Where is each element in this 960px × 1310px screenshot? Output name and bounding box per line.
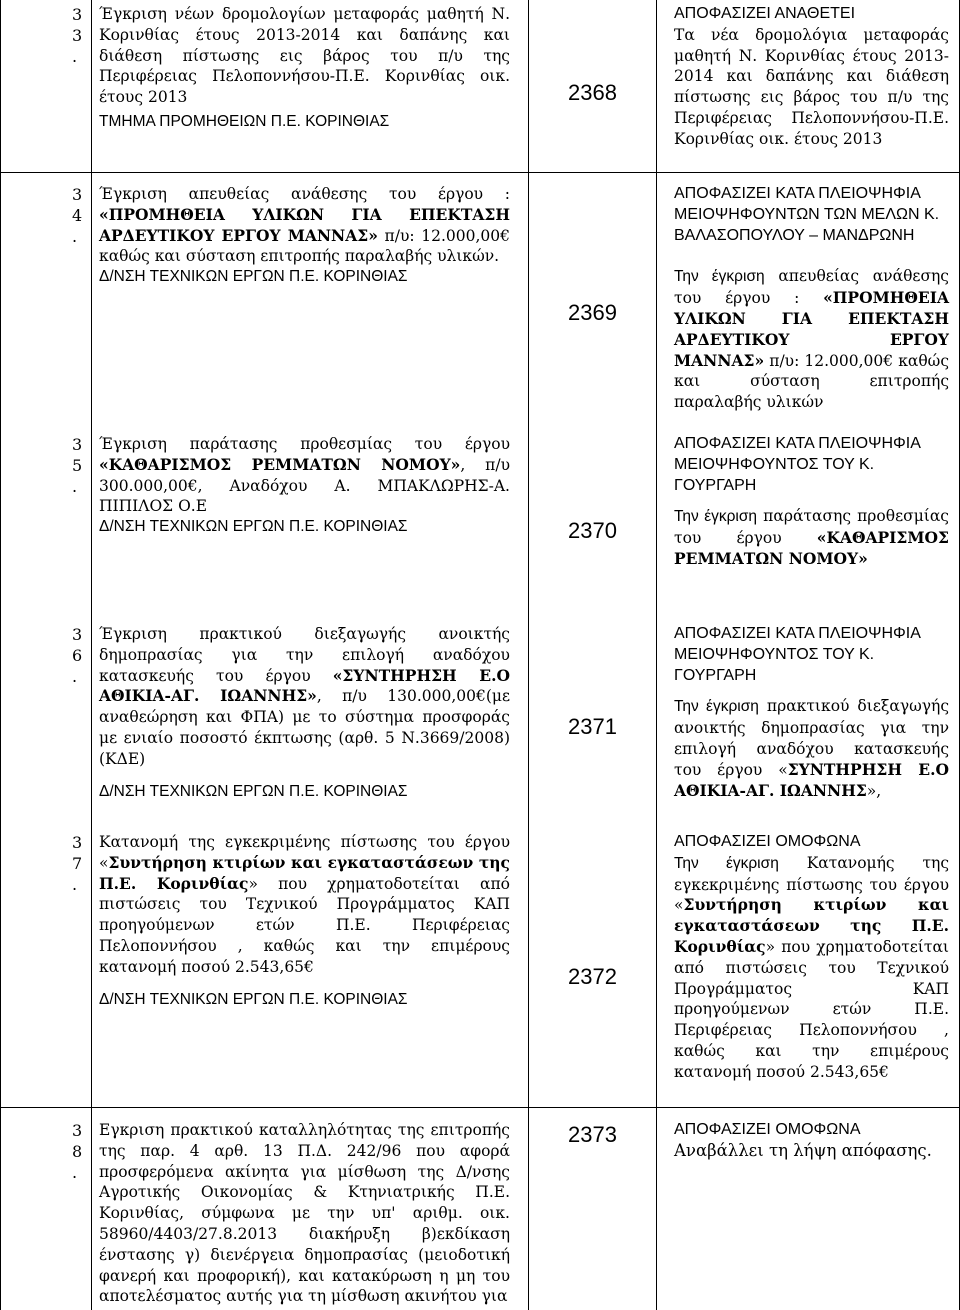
subject-cell: [99, 4, 510, 133]
subject-cell: [99, 1120, 510, 1307]
department-label: Δ/ΝΣΗ ΤΕΧΝΙΚΩΝ ΕΡΓΩΝ Π.Ε. ΚΟΡΙΝΘΙΑΣ: [99, 268, 408, 286]
item-number: 3 7 .: [72, 833, 83, 894]
table-border-left: [0, 0, 1, 1310]
department-label: Δ/ΝΣΗ ΤΕΧΝΙΚΩΝ ΕΡΓΩΝ Π.Ε. ΚΟΡΙΝΘΙΑΣ: [99, 518, 408, 536]
item-number: 3 5 .: [72, 435, 83, 496]
department-label: Δ/ΝΣΗ ΤΕΧΝΙΚΩΝ ΕΡΓΩΝ Π.Ε. ΚΟΡΙΝΘΙΑΣ: [99, 990, 408, 1008]
department-label: Δ/ΝΣΗ ΤΕΧΝΙΚΩΝ ΕΡΓΩΝ Π.Ε. ΚΟΡΙΝΘΙΑΣ: [99, 782, 408, 800]
decision-heading: ΑΠΟΦΑΣΙΖΕΙ ΟΜΟΦΩΝΑ: [674, 833, 861, 850]
row-divider: [0, 1107, 960, 1108]
item-number: 3 3 .: [72, 5, 83, 66]
item-number: 3 6 .: [72, 625, 83, 686]
subject-text: Έγκριση απευθείας ανάθεσης του έργου : «ΠΡΟΜΗΘΕΙΑ ΥΛΙΚΩΝ ΓΙΑ ΕΠΕΚΤΑΣΗ ΑΡΔΕΥΤΙΚΟΥ ΕΡΓΟΥ ΜΑΝΝΑΣ» π/υ: 12.000,00€ καθώς και σύσταση επιτροπής παραλαβής υλικών.: [99, 185, 510, 266]
item-number: 3 8 .: [72, 1121, 83, 1182]
decision-number: 2368: [568, 80, 617, 105]
decision-text: Την έγκριση παράτασης προθεσμίας του έργου «ΚΑΘΑΡΙΣΜΟΣ ΡΕΜΜΑΤΩΝ ΝΟΜΟΥ»: [674, 507, 949, 568]
subject-cell: [99, 832, 510, 1010]
decision-heading: ΑΠΟΦΑΣΙΖΕΙ ΚΑΤΑ ΠΛΕΙΟΨΗΦΙΑ ΜΕΙΟΨΗΦΟΥΝΤΟΣ ΤΟΥ Κ. ΓΟΥΡΓΑΡΗ: [674, 625, 921, 684]
decision-number: 2372: [568, 964, 617, 989]
decision-cell: [674, 832, 949, 1083]
column-divider: [656, 0, 657, 1310]
decision-cell: [674, 1120, 949, 1162]
decision-cell: [674, 624, 949, 801]
decision-number: 2369: [568, 300, 617, 325]
decision-heading: ΑΠΟΦΑΣΙΖΕΙ ΚΑΤΑ ΠΛΕΙΟΨΗΦΙΑ ΜΕΙΟΨΗΦΟΥΝΤΩΝ ΤΩΝ ΜΕΛΩΝ Κ. ΒΑΛΑΣΟΠΟΥΛΟΥ – ΜΑΝΔΡΩΝΗ: [674, 185, 940, 244]
subject-text: Έγκριση πρακτικού διεξαγωγής ανοικτής δημοπρασίας για την επιλογή αναδόχου κατασκευής του έργου «ΣΥΝΤΗΡΗΣΗ Ε.Ο ΑΘΙΚΙΑ-ΑΓ. ΙΩΑΝΝΗΣ», π/υ 130.000,00€(με αναθεώρηση και ΦΠΑ) με το σύστημα προσφοράς με ενιαίο ποσοστό έκπτωσης (αρθ. 5 Ν.3669/2008)(ΚΔΕ): [99, 625, 511, 768]
subject-cell: [99, 434, 510, 538]
subject-text: Έγκριση νέων δρομολογίων μεταφοράς μαθητή Ν. Κορινθίας έτους 2013-2014 και δαπάνης και διάθεση πίστωσης εις βάρος του π/υ της Περιφέρειας Πελοποννήσου-Π.Ε. Κορινθίας οικ. έτους 2013: [99, 5, 510, 107]
decision-cell: [674, 434, 949, 570]
decision-heading: ΑΠΟΦΑΣΙΖΕΙ ΑΝΑΘΕΤΕΙ: [674, 5, 856, 22]
decision-text: Την έγκριση απευθείας ανάθεσης του έργου : «ΠΡΟΜΗΘΕΙΑ ΥΛΙΚΩΝ ΓΙΑ ΕΠΕΚΤΑΣΗ ΑΡΔΕΥΤΙΚΟΥ ΕΡΓΟΥ ΜΑΝΝΑΣ» π/υ: 12.000,00€ καθώς και σύσταση επιτροπής παραλαβής υλικών: [674, 267, 949, 412]
department-label: ΤΜΗΜΑ ΠΡΟΜΗΘΕΙΩΝ Π.Ε. ΚΟΡΙΝΘΙΑΣ: [99, 112, 390, 130]
decision-cell: [674, 4, 949, 150]
decision-heading: ΑΠΟΦΑΣΙΖΕΙ ΚΑΤΑ ΠΛΕΙΟΨΗΦΙΑ ΜΕΙΟΨΗΦΟΥΝΤΟΣ ΤΟΥ Κ. ΓΟΥΡΓΑΡΗ: [674, 435, 921, 494]
decision-number: 2371: [568, 714, 617, 739]
decision-text: Τα νέα δρομολόγια μεταφοράς μαθητή Ν. Κορινθίας έτους 2013-2014 και δαπάνης και διάθεση πίστωσης εις βάρος του π/υ της Περιφέρειας Πελοποννήσου-Π.Ε. Κορινθίας οικ. έτους 2013: [674, 25, 949, 148]
row-divider: [0, 172, 960, 173]
item-number: 3 4 .: [72, 185, 83, 246]
decision-text: Την έγκριση πρακτικού διεξαγωγής ανοικτής δημοπρασίας για την επιλογή αναδόχου κατασκευής του έργου «ΣΥΝΤΗΡΗΣΗ Ε.Ο ΑΘΙΚΙΑ-ΑΓ. ΙΩΑΝΝΗΣ»,: [674, 697, 949, 800]
subject-cell: [99, 624, 510, 802]
decision-cell: [674, 184, 949, 413]
decision-number: 2373: [568, 1122, 617, 1147]
subject-cell: [99, 184, 510, 288]
decision-number: 2370: [568, 518, 617, 543]
subject-text: Κατανομή της εγκεκριμένης πίστωσης του έργου «Συντήρηση κτιρίων και εγκαταστάσεων της Π.Ε. Κορινθίας» που χρηματοδοτείται από πιστώσεις του Τεχνικού Προγράμματος ΚΑΠ προηγούμενων ετών Π.Ε. Περιφέρειας Πελοποννήσου , καθώς και την επιμέρους κατανομή ποσού 2.543,65€: [99, 833, 510, 976]
subject-text: Έγκριση παράτασης προθεσμίας του έργου «ΚΑΘΑΡΙΣΜΟΣ ΡΕΜΜΑΤΩΝ ΝΟΜΟΥ», π/υ 300.000,00€, Αναδόχου Α. ΜΠΑΚΛΩΡΗΣ-Α. ΠΙΠΙΛΟΣ Ο.Ε: [99, 435, 511, 516]
column-divider: [91, 0, 92, 1310]
subject-text: Εγκριση πρακτικού καταλληλότητας της επιτροπής της παρ. 4 αρθ. 13 Π.Δ. 242/96 που αφορά προσφερόμενα ακίνητα για μίσθωση της Δ/νσης Αγροτικής Οικονομίας & Κτηνιατρικής Π.Ε. Κορινθίας, σύμφωνα με την υπ' αριθμ. οικ. 58960/4403/27.8.2013 διακήρυξη β)εκδίκαση ένστασης γ) διενέργεια δημοπρασίας (μειοδοτική φανερή και προφορική), και κατακύρωση η μη του αποτελέσματος αυτής για τη μίσθωση ακινήτου για: [99, 1121, 510, 1306]
decision-text: Την έγκριση Κατανομής της εγκεκριμένης πίστωσης του έργου «Συντήρηση κτιρίων και εγκαταστάσεων της Π.Ε. Κορινθίας» που χρηματοδοτείται από πιστώσεις του Τεχνικού Προγράμματος ΚΑΠ προηγούμενων ετών Π.Ε. Περιφέρειας Πελοποννήσου , καθώς και την επιμέρους κατανομή ποσού 2.543,65€: [674, 853, 950, 1081]
decision-heading: ΑΠΟΦΑΣΙΖΕΙ ΟΜΟΦΩΝΑ: [674, 1121, 861, 1138]
column-divider: [528, 0, 529, 1310]
decision-text: Αναβάλλει τη λήψη απόφασης.: [674, 1140, 932, 1160]
